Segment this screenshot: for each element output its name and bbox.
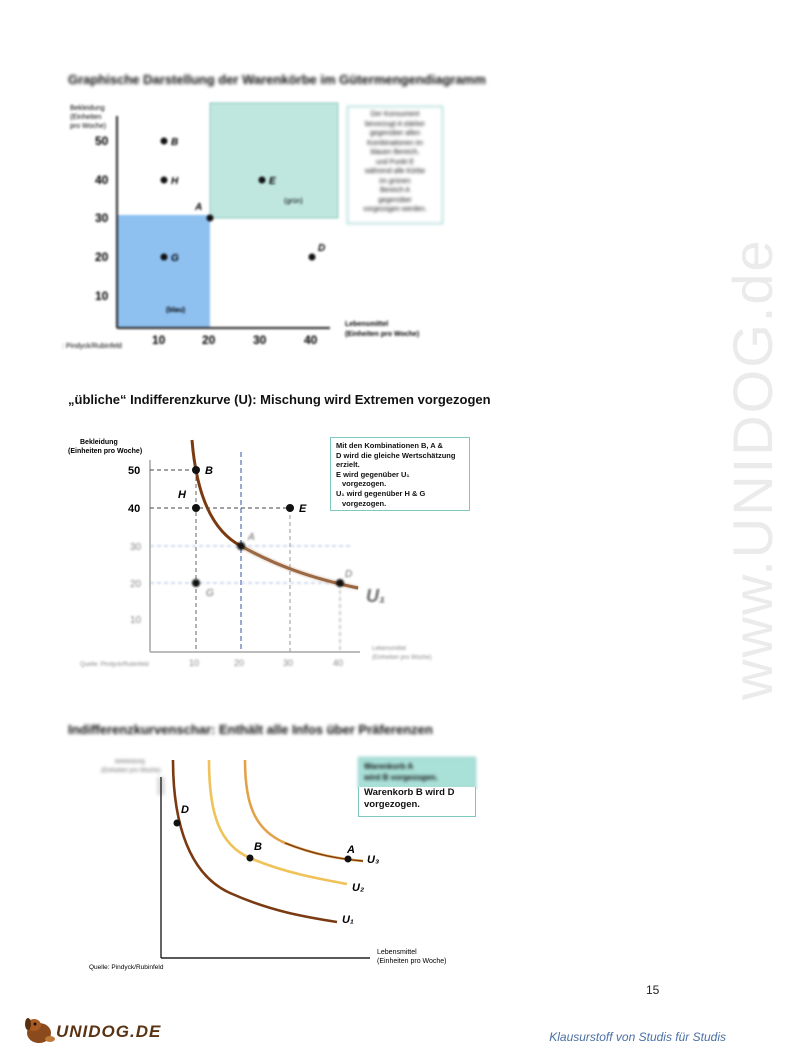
point-b: [192, 466, 200, 474]
blue-area: [117, 215, 210, 328]
y-axis-label-2: (Einheiten: [70, 114, 102, 121]
point-e: [259, 177, 266, 184]
point-label-e: E: [299, 503, 307, 515]
y-tick: 30: [95, 211, 109, 225]
dog-icon: [22, 1014, 58, 1046]
y-axis-label-2: (Einheiten pro Woche): [101, 768, 161, 774]
x-tick: 10: [189, 658, 200, 668]
y-tick: 50: [128, 465, 141, 477]
point-d: [336, 579, 344, 587]
x-axis-label-2: (Einheiten pro Woche): [377, 958, 447, 965]
source: Quelle: Pindyck/Rubinfeld: [89, 964, 164, 971]
point-d: [309, 254, 316, 261]
y-axis-label-1: Bekleidung: [115, 759, 145, 765]
point-h: [192, 504, 200, 512]
x-axis-label-1: Lebensmittel: [372, 646, 407, 652]
indifference-curve-u3: [245, 760, 363, 861]
y-axis-label-1: Bekleidung: [70, 105, 105, 112]
point-g: [161, 254, 168, 261]
point-a: [207, 215, 214, 222]
point-label-g: G: [206, 588, 214, 599]
point-label-a: A: [195, 202, 203, 213]
point-label-h: H: [171, 176, 179, 187]
section2-heading: „übliche“ Indifferenzkurve (U): Mischung wird Extremen vorgezogen: [68, 392, 491, 407]
section3-note: Warenkorb A wird B vorgezogen. Warenkorb B wird D vorgezogen.: [358, 757, 478, 817]
curve-label-u3: U₃: [367, 854, 380, 866]
point-label-b: B: [205, 465, 213, 477]
tagline: Klausurstoff von Studis für Studis: [549, 1030, 726, 1044]
x-tick: 40: [304, 333, 318, 347]
point-d: [174, 820, 181, 827]
curve-label-u1: U₁: [342, 914, 354, 926]
point-label-a: A: [347, 844, 355, 856]
point-b: [161, 138, 168, 145]
green-area-label: (grün): [284, 198, 303, 205]
y-tick: 20: [95, 250, 109, 264]
y-tick: 50: [95, 134, 109, 148]
x-axis-label-2: (Einheiten pro Woche): [372, 655, 432, 661]
x-tick: 20: [202, 333, 216, 347]
y-axis-label-3: pro Woche): [70, 123, 107, 130]
curve-label-u2: U₂: [352, 882, 365, 894]
y-tick: 20: [130, 579, 142, 590]
point-a: [345, 856, 352, 863]
point-g: [192, 579, 200, 587]
page-number: 15: [646, 983, 660, 997]
source: Quelle: Pindyck/Rubinfeld: [80, 662, 149, 668]
y-axis-label-1: Bekleidung: [80, 439, 118, 446]
watermark: www.UNIDOG.de: [721, 238, 784, 700]
x-tick: 30: [283, 658, 294, 668]
point-h: [161, 177, 168, 184]
curve-label-u1: U₁: [366, 586, 386, 606]
point-label-d: D: [345, 569, 353, 580]
unidog-logo: UNIDOG.DE: [22, 1014, 152, 1046]
point-label-b: B: [171, 137, 179, 148]
x-axis-label-1: Lebensmittel: [345, 321, 389, 328]
y-axis-label-2: (Einheiten pro Woche): [68, 448, 143, 455]
x-tick: 10: [152, 333, 166, 347]
point-label-d: D: [318, 243, 326, 254]
section1-heading: Graphische Darstellung der Warenkörbe im Gütermengendiagramm: [68, 72, 486, 87]
y-tick: 10: [130, 615, 142, 626]
source: : Pindyck/Rubinfeld: [62, 343, 122, 350]
indifference-curve-u2: [209, 760, 347, 884]
x-tick: 40: [333, 658, 344, 668]
x-axis-label-2: (Einheiten pro Woche): [345, 331, 420, 338]
y-tick: 10: [95, 289, 109, 303]
point-label-h: H: [178, 489, 186, 501]
x-axis-label-1: Lebensmittel: [377, 949, 417, 956]
point-b: [247, 855, 254, 862]
green-area: [210, 103, 338, 218]
y-tick: 40: [128, 503, 141, 515]
blue-area-label: (blau): [166, 307, 186, 314]
section3-heading: Indifferenzkurvenschar: Enthält alle Infos über Präferenzen: [68, 722, 433, 737]
y-tick: 30: [130, 542, 142, 553]
point-label-d: D: [181, 804, 189, 816]
point-a: [237, 542, 245, 550]
section1-chart: [60, 98, 520, 353]
point-label-e: E: [269, 176, 276, 187]
x-tick: 30: [253, 333, 267, 347]
point-label-a: A: [248, 532, 255, 543]
point-label-g: G: [171, 253, 179, 264]
point-label-b: B: [254, 841, 262, 853]
section1-note: Der Konsument bevorzugt A stärker gegenüber allen Kombinationen im blauen Bereich, und Punkt E während alle Körbe im grünen Bereich A gegenüber vorgezogen werden.: [347, 106, 443, 224]
x-tick: 20: [234, 658, 245, 668]
y-tick: 40: [95, 173, 109, 187]
point-e: [286, 504, 294, 512]
section2-note: Mit den Kombinationen B, A & D wird die gleiche Wertschätzung erzielt. E wird gegenüber U₁ vorgezogen. U₁ wird gegenüber H & G vorgezogen.: [330, 437, 470, 511]
